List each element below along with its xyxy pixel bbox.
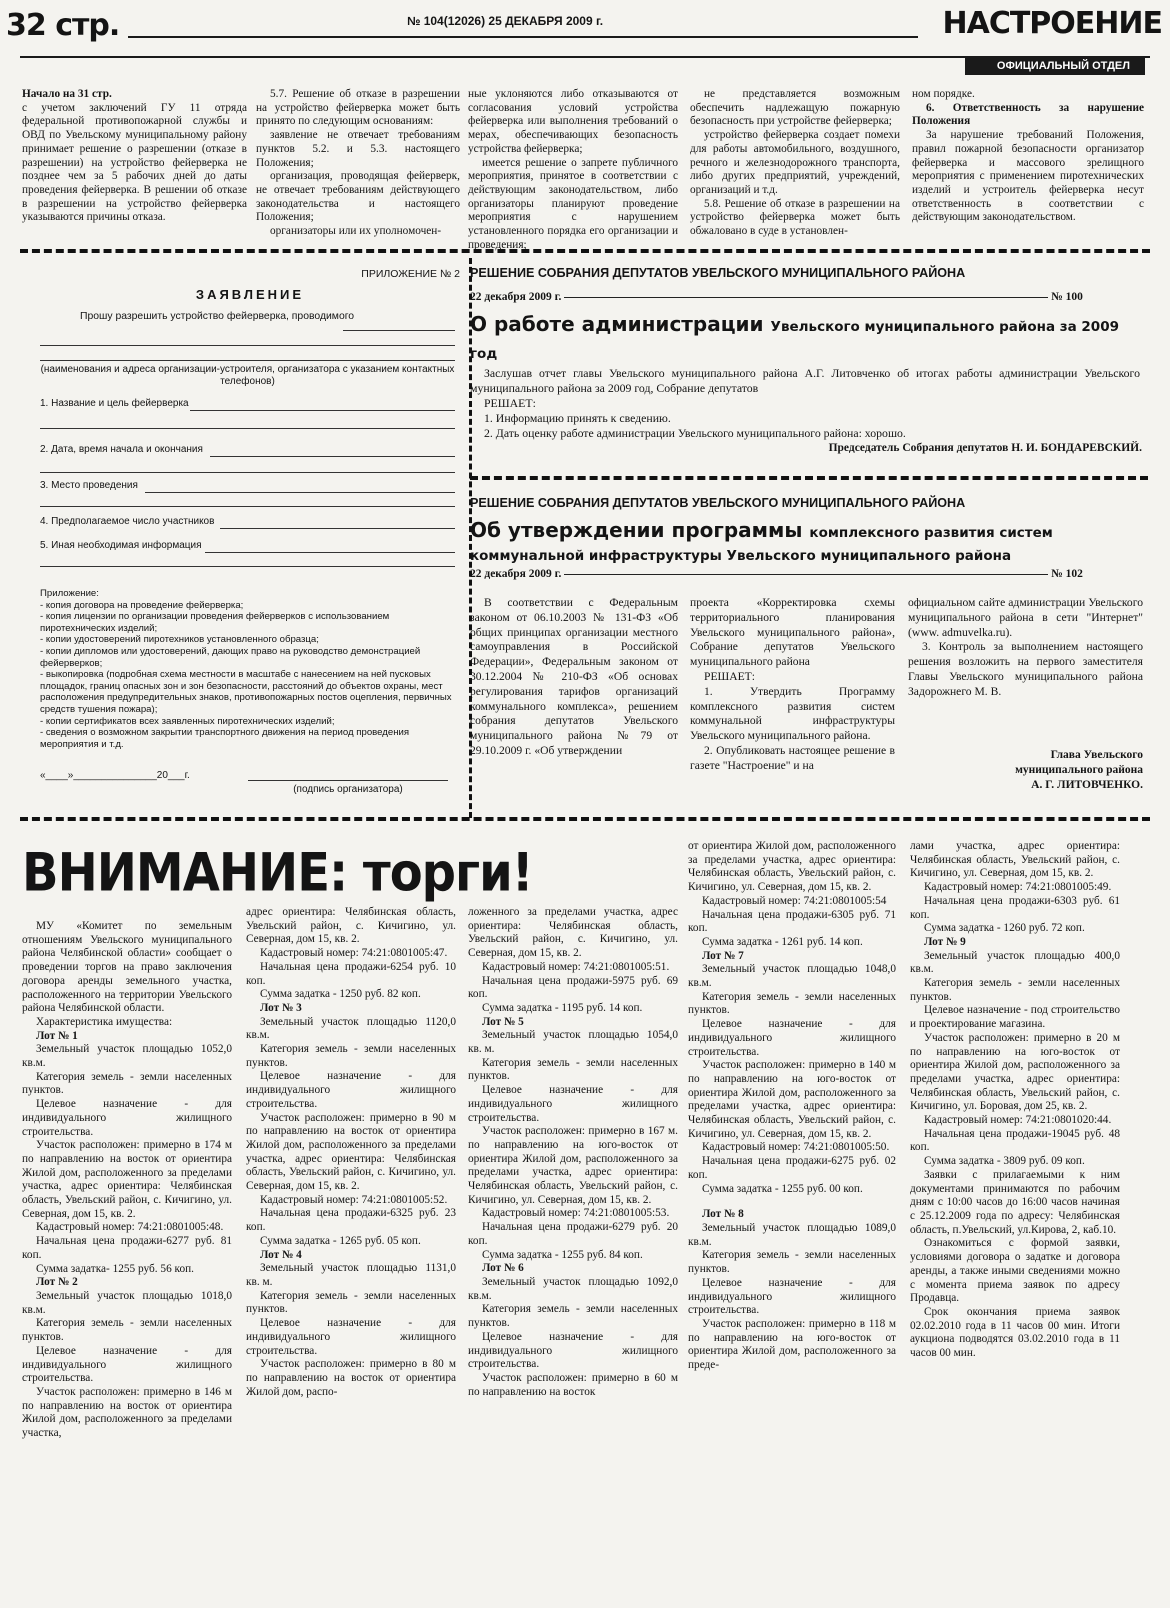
auction-paragraph: Земельный участок площадью 1052,0 кв.м. bbox=[22, 1043, 232, 1070]
lot-heading: Лот № 8 bbox=[702, 1208, 744, 1221]
paragraph: организация, проводящая фейерверк, не отвечает требованиям действующего законодательства и настоящего Положения; bbox=[256, 170, 460, 224]
auction-paragraph: ложенного за пределами участка, адрес ориентира: Челябинская область, Увельский район, с. Кичигино, ул. Северная, дом 15, кв. 2. bbox=[468, 906, 678, 960]
lot-heading: Лот № 6 bbox=[482, 1262, 524, 1275]
auction-paragraph: Начальная цена продажи-6305 руб. 71 коп. bbox=[688, 908, 896, 935]
auction-paragraph: Участок расположен: примерно в 80 м по направлению на восток от ориентира Жилой дом, распо- bbox=[246, 1358, 456, 1398]
auction-col-2 bbox=[246, 906, 456, 1399]
attachments-heading: Приложение: bbox=[40, 588, 99, 599]
underline bbox=[205, 552, 455, 553]
auction-paragraph: Земельный участок площадью 1131,0 кв. м. bbox=[246, 1262, 456, 1288]
auction-paragraph: Категория земель - земли населенных пунктов. bbox=[468, 1303, 678, 1330]
form-date-line: «____»_______________20___г. bbox=[40, 770, 190, 781]
auction-paragraph: Срок окончания приема заявок 02.02.2010 года в 11 часов 00 мин. Итоги аукциона подводятся 03.02.2010 года в 11 часов 00 мин. bbox=[910, 1305, 1120, 1360]
paragraph: 5.7. Решение об отказе в разрешении на устройство фейерверка может быть принято по следующим основаниям: bbox=[256, 88, 460, 128]
decision-102-col-3 bbox=[908, 596, 1143, 700]
form-hint: (наименования и адреса организации-устроителя, организатора с указанием контактных телефонов) bbox=[40, 364, 455, 387]
newspaper-title: НАСТРОЕНИЕ bbox=[942, 6, 1162, 41]
lot-heading: Лот № 1 bbox=[36, 1029, 78, 1042]
continuation-note: Начало на 31 стр. bbox=[22, 88, 112, 100]
underline bbox=[40, 566, 455, 567]
application-form bbox=[40, 268, 460, 324]
auction-paragraph: Начальная цена продажи-6254 руб. 10 коп. bbox=[246, 960, 456, 987]
decision-100-dateline bbox=[470, 291, 1142, 303]
signature-hint: (подпись организатора) bbox=[293, 784, 403, 795]
top-col-2 bbox=[256, 88, 460, 239]
attachments-list bbox=[40, 588, 455, 750]
decision-100-number: № 100 bbox=[1051, 291, 1083, 303]
auction-paragraph: Участок расположен: примерно в 90 м по направлению на восток от ориентира Жилой дом, расположенного за пределами участка, адрес ориентира: Челябинская область, Увельский район, с. Кичигино, ул. Северная, дом 15, кв. 2. bbox=[246, 1111, 456, 1193]
auction-paragraph: Земельный участок площадью 400,0 кв.м. bbox=[910, 949, 1120, 976]
auction-paragraph: Целевое назначение - для индивидуального жилищного строительства. bbox=[22, 1344, 232, 1385]
auction-col-5 bbox=[910, 840, 1120, 1361]
auction-paragraph: Целевое назначение - под строительство и проектирование магазина. bbox=[910, 1004, 1120, 1031]
auction-paragraph: Целевое назначение - для индивидуального жилищного строительства. bbox=[688, 1018, 896, 1058]
underline bbox=[40, 345, 455, 346]
auction-paragraph: Участок расположен: примерно в 118 м по направлению на юго-восток от ориентира Жилой дом, расположенного за преде- bbox=[688, 1317, 896, 1372]
top-col-4 bbox=[690, 88, 900, 239]
auction-paragraph: Земельный участок площадью 1089,0 кв.м. bbox=[688, 1221, 896, 1248]
auction-paragraph: Сумма задатка - 1195 руб. 14 коп. bbox=[482, 1001, 643, 1014]
auction-paragraph: Целевое назначение - для индивидуального жилищного строительства. bbox=[246, 1070, 456, 1110]
underline bbox=[210, 456, 455, 457]
auction-paragraph: Сумма задатка - 1260 руб. 72 коп. bbox=[924, 922, 1085, 935]
auction-paragraph: Начальная цена продажи-5975 руб. 69 коп. bbox=[468, 974, 678, 1001]
decision-100-title bbox=[470, 312, 1140, 366]
auction-paragraph: Кадастровый номер: 74:21:0801005:48. bbox=[36, 1221, 224, 1234]
auction-paragraph: Сумма задатка - 1265 руб. 05 коп. bbox=[260, 1234, 421, 1247]
underline bbox=[40, 506, 455, 507]
underline bbox=[145, 492, 455, 493]
auction-paragraph: Категория земель - земли населенных пунктов. bbox=[910, 977, 1120, 1003]
auction-paragraph: Категория земель - земли населенных пунктов. bbox=[22, 1317, 232, 1344]
decides-label: РЕШАЕТ: bbox=[704, 669, 755, 683]
auction-paragraph: Заявки с прилагаемыми к ним документами принимаются по рабочим дням с 10:00 часов до 16:00 часов начиная с 25.12.2009 года по адресу: Челябинская область, п.Увельский, ул.Кирова, 2, каб.10. bbox=[910, 1168, 1120, 1236]
top-col-1-text: с учетом заключений ГУ 11 отряда федеральной противопожарной службы и ОВД по Увельскому муниципальному району принимает решение о разрешении (отказе в разрешении) на устройство фейерверка не позднее чем за 5 рабочих дней до даты проведения фейерверка. В решении об отказе в разрешении на устройство фейерверка указываются причины отказа. bbox=[22, 101, 247, 224]
decision-100-body bbox=[470, 366, 1140, 441]
paragraph: имеется решение о запрете публичного мероприятия, принятое в соответствии с действующим законодательством, либо организаторы планируют проведение мероприятия с нарушением установленного порядка его организации и проведения; bbox=[468, 156, 678, 251]
decision-102-number: № 102 bbox=[1051, 568, 1083, 580]
auction-paragraph: Начальная цена продажи-6325 руб. 23 коп. bbox=[246, 1207, 456, 1234]
paragraph: ные уклоняются либо отказываются от согласования условий устройства фейерверка или выполнения требований о мерах, обеспечивающих безопасность устройства фейерверка; bbox=[468, 88, 678, 155]
auction-paragraph: Начальная цена продажи-19045 руб. 48 коп. bbox=[910, 1127, 1120, 1154]
auction-paragraph: Категория земель - земли населенных пунктов. bbox=[468, 1056, 678, 1083]
auction-paragraph: Кадастровый номер: 74:21:0801005:54 bbox=[702, 894, 887, 907]
auction-paragraph: Сумма задатка - 1255 руб. 00 коп. bbox=[702, 1182, 863, 1195]
underline bbox=[40, 360, 455, 361]
decision-102-col-1 bbox=[470, 596, 678, 759]
attachment-item: - копия договора на проведение фейерверка; bbox=[40, 599, 244, 611]
paragraph: За нарушение требований Положения, правил пожарной безопасности организатор фейерверка и массового зрелищного мероприятия с применением пиротехнических изделий и устроитель фейерверка несут ответственность в соответствии с действующим законодательством. bbox=[912, 129, 1144, 224]
paragraph: организаторы или их уполномочен- bbox=[270, 225, 442, 238]
auction-paragraph: Категория земель - земли населенных пунктов. bbox=[246, 1289, 456, 1316]
decision-102-dateline bbox=[470, 568, 1142, 580]
dashed-divider-2 bbox=[470, 476, 1148, 480]
auction-paragraph: от ориентира Жилой дом, расположенного за пределами участка, адрес ориентира: Челябинская область, Увельский район, с. Кичигино, ул. Северная, дом 15, кв. 2. bbox=[688, 840, 896, 894]
title-rest: комплексного развития систем коммунальной инфраструктуры Увельского муниципального района bbox=[470, 525, 1053, 564]
auction-paragraph: Целевое назначение - для индивидуального жилищного строительства. bbox=[22, 1098, 232, 1138]
section-6-heading: 6. Ответственность за нарушение Положения bbox=[912, 101, 1144, 128]
top-col-3 bbox=[468, 88, 678, 252]
auction-col-1 bbox=[22, 920, 232, 1441]
paragraph: 5.8. Решение об отказе в разрешении на устройство фейерверка может быть обжаловано в суде в установлен- bbox=[690, 197, 900, 238]
auction-paragraph: Кадастровый номер: 74:21:0801005:51. bbox=[482, 960, 670, 973]
decision-100-header: РЕШЕНИЕ СОБРАНИЯ ДЕПУТАТОВ УВЕЛЬСКОГО МУНИЦИПАЛЬНОГО РАЙОНА bbox=[470, 266, 966, 280]
auction-paragraph: Целевое назначение - для индивидуального жилищного строительства. bbox=[468, 1330, 678, 1371]
auction-paragraph: Ознакомиться с формой заявки, условиями договора о задатке и договора аренды, а также иными сведениями можно с момента приема заявок по адресу Продавца. bbox=[910, 1237, 1120, 1305]
paragraph: заявление не отвечает требованиям пунктов 5.2. и 5.3. настоящего Положения; bbox=[256, 129, 460, 169]
date-rule bbox=[564, 297, 1048, 298]
paragraph: не представляется возможным обеспечить надлежащую пожарную безопасность при устройстве фейерверка; bbox=[690, 88, 900, 128]
auction-paragraph: Участок расположен: примерно в 60 м по направлению на восток bbox=[468, 1371, 678, 1398]
title-main: Об утверждении программы bbox=[470, 518, 803, 542]
paragraph: проекта «Корректировка схемы территориального планирования Увельского муниципального района», Собрание депутатов Увельского муниципального района bbox=[690, 596, 895, 669]
auction-paragraph: Начальная цена продажи-6279 руб. 20 коп. bbox=[468, 1221, 678, 1247]
decision-100-signature: Председатель Собрания депутатов Н. И. БОНДАРЕВСКИЙ. bbox=[828, 442, 1142, 454]
auction-paragraph: Сумма задатка - 1255 руб. 84 коп. bbox=[482, 1248, 643, 1261]
attachment-item: - копии дипломов или удостоверений, дающих право на руководство демонстрацией фейерверков; bbox=[40, 645, 421, 669]
lot-heading: Лот № 7 bbox=[702, 949, 744, 962]
auction-paragraph: Участок расположен: примерно в 146 м по направлению на восток от ориентира Жилой дом, расположенного за пределами участка, bbox=[22, 1385, 232, 1440]
decision-102-title bbox=[470, 520, 1140, 566]
dashed-divider-1 bbox=[20, 249, 1150, 253]
top-col-5 bbox=[912, 88, 1144, 225]
auction-paragraph: Начальная цена продажи-6303 руб. 61 коп. bbox=[910, 894, 1120, 921]
auction-paragraph: Категория земель - земли населенных пунктов. bbox=[688, 1249, 896, 1276]
auction-paragraph: Земельный участок площадью 1018,0 кв.м. bbox=[22, 1289, 232, 1316]
lot-heading: Лот № 9 bbox=[924, 935, 966, 948]
auction-paragraph: Целевое назначение - для индивидуального жилищного строительства. bbox=[468, 1084, 678, 1124]
issue-line: № 104(12026) 25 ДЕКАБРЯ 2009 г. bbox=[407, 14, 604, 28]
top-col-1 bbox=[22, 88, 247, 225]
auction-paragraph: Участок расположен: примерно в 20 м по направлению на юго-восток от ориентира Жилой дом, расположенного за пределами участка, адрес ориентира: Челябинская область, Увельский район, с. Кичигино, ул. Боровая, дом 25, кв. 2. bbox=[910, 1031, 1120, 1113]
auction-paragraph: Характеристика имущества: bbox=[36, 1015, 173, 1028]
auction-paragraph: адрес ориентира: Челябинская область, Увельский район, с. Кичигино, ул. Северная, дом 15, кв. 2. bbox=[246, 906, 456, 946]
attachment-item: - копии удостоверений пиротехников установленного образца; bbox=[40, 634, 319, 646]
auction-paragraph: Начальная цена продажи-6275 руб. 02 коп. bbox=[688, 1155, 896, 1181]
auction-headline: ВНИМАНИЕ: торги! bbox=[22, 842, 533, 904]
underline bbox=[40, 472, 455, 473]
department-label: ОФИЦИАЛЬНЫЙ ОТДЕЛ bbox=[996, 60, 1130, 72]
auction-col-4 bbox=[688, 840, 896, 1373]
auction-paragraph: Сумма задатка - 1250 руб. 82 коп. bbox=[260, 988, 421, 1001]
auction-paragraph: Сумма задатка- 1255 руб. 56 коп. bbox=[36, 1262, 194, 1275]
form-field-1: 1. Название и цель фейерверка bbox=[40, 398, 189, 409]
attachment-item: - копии сертификатов всех заявленных пиротехнических изделий; bbox=[40, 715, 335, 727]
lot-heading: Лот № 5 bbox=[482, 1015, 524, 1028]
form-request: Прошу разрешить устройство фейерверка, проводимого bbox=[80, 311, 355, 323]
paragraph: Заслушав отчет главы Увельского муниципального района А.Г. Литовченко об итогах работы администрации Увельского муниципального района за 2009 год, Собрание депутатов bbox=[470, 366, 1140, 395]
item: 1. Информацию принять к сведению. bbox=[484, 411, 671, 425]
underline bbox=[190, 410, 455, 411]
form-field-3: 3. Место проведения bbox=[40, 480, 138, 491]
auction-paragraph: Сумма задатка - 1261 руб. 14 коп. bbox=[702, 935, 863, 948]
paragraph: 2. Опубликовать настоящее решение в газете "Настроение" и на bbox=[690, 743, 895, 772]
lot-heading: Лот № 4 bbox=[260, 1248, 302, 1261]
auction-paragraph: Целевое назначение - для индивидуального жилищного строительства. bbox=[246, 1317, 456, 1357]
form-field-5: 5. Иная необходимая информация bbox=[40, 540, 202, 551]
auction-paragraph: Кадастровый номер: 74:21:0801005:47. bbox=[260, 947, 448, 960]
auction-paragraph: Кадастровый номер: 74:21:0801020:44. bbox=[924, 1114, 1112, 1127]
auction-paragraph: Начальная цена продажи-6277 руб. 81 коп. bbox=[22, 1235, 232, 1261]
underline bbox=[220, 528, 455, 529]
auction-paragraph: Участок расположен: примерно в 167 м. по направлению на юго-восток от ориентира Жилой дом, расположенного за пределами участка, адрес ориентира: Челябинская область, Увельский район, с. Кичигино, ул. Северная, дом 15, кв. 2. bbox=[468, 1125, 678, 1206]
form-title: ЗАЯВЛЕНИЕ bbox=[195, 286, 305, 302]
auction-paragraph: Кадастровый номер: 74:21:0801005:52. bbox=[260, 1193, 448, 1206]
underline bbox=[40, 428, 455, 429]
attachment-item: - сведения о возможном закрытии транспортного движения на период проведения мероприятия и т.д. bbox=[40, 727, 410, 750]
decision-102-signature bbox=[908, 748, 1143, 792]
auction-paragraph: Земельный участок площадью 1120,0 кв.м. bbox=[246, 1015, 456, 1042]
decision-100-date: 22 декабря 2009 г. bbox=[470, 291, 562, 303]
signature-line: А. Г. ЛИТОВЧЕНКО. bbox=[1031, 778, 1143, 791]
auction-paragraph: Кадастровый номер: 74:21:0801005:53. bbox=[482, 1207, 670, 1220]
item: 2. Дать оценку работе администрации Увельского муниципального района: хорошо. bbox=[484, 426, 906, 440]
signature-underline bbox=[248, 780, 448, 781]
paragraph: 3. Контроль за выполнением настоящего решения возложить на первого заместителя Главы Увельского муниципального района Задорожнего М. В. bbox=[908, 640, 1143, 698]
auction-paragraph: Категория земель - земли населенных пунктов. bbox=[688, 990, 896, 1017]
auction-paragraph: Участок расположен: примерно в 174 м по направлению на восток от ориентира Жилой дом, расположенного за пределами участка, адрес ориентира: Челябинская область, Увельский район, с. Кичигино, ул. Северная, дом 15, кв. 2. bbox=[22, 1139, 232, 1220]
paragraph: официальном сайте администрации Увельского муниципального района в сети "Интернет" (www. admuvelka.ru). bbox=[908, 596, 1143, 639]
paragraph: В соответствии с Федеральным законом от 06.10.2003 № 131-ФЗ «Об общих принципах организации местного самоуправления в Российской Федерации», Федеральным законом от 30.12.2004 № 210-ФЗ «Об основах регулирования тарифов организаций коммунального комплекса», решением собрания депутатов Увельского муниципального района №79 от 29.10.2009 г. «Об утверждении bbox=[470, 596, 678, 757]
attachment-item: - выкопировка (подробная схема местности в масштабе с нанесением на ней пусковых площадок, границ опасных зон и зон безопасности, расстояний до объектов охраны, мест расположения предупредительных знаков, противопожарных постов оцепления, первичных средств тушения пожара); bbox=[40, 669, 452, 715]
auction-paragraph: МУ «Комитет по земельным отношениям Увельского муниципального района Челябинской области» сообщает о проведении торгов на право заключения договора аренды земельного участка, расположенного на территории Увельского района Челябинской области. bbox=[22, 920, 232, 1015]
auction-col-3 bbox=[468, 906, 678, 1399]
auction-paragraph: Земельный участок площадью 1054,0 кв. м. bbox=[468, 1029, 678, 1056]
auction-paragraph: Целевое назначение - для индивидуального жилищного строительства. bbox=[688, 1276, 896, 1317]
auction-paragraph: Земельный участок площадью 1048,0 кв.м. bbox=[688, 963, 896, 990]
auction-paragraph: Земельный участок площадью 1092,0 кв.м. bbox=[468, 1275, 678, 1302]
lot-heading: Лот № 3 bbox=[260, 1001, 302, 1014]
decision-102-date: 22 декабря 2009 г. bbox=[470, 568, 562, 580]
auction-paragraph: Категория земель - земли населенных пунктов. bbox=[246, 1043, 456, 1069]
auction-paragraph: Участок расположен: примерно в 140 м по направлению на юго-восток от ориентира Жилой дом, расположенного за пределами участка, адрес ориентира: Челябинская область, Увельский район, с. Кичигино, ул. Северная, дом 15, кв. 2. bbox=[688, 1059, 896, 1140]
page-number: 32 стр. bbox=[6, 8, 120, 43]
form-field-4: 4. Предполагаемое число участников bbox=[40, 516, 215, 527]
dashed-divider-3 bbox=[20, 817, 1150, 821]
attachment-item: - копия лицензии по организации проведения фейерверков с использованием пиротехнических изделий; bbox=[40, 611, 390, 634]
decision-102-header: РЕШЕНИЕ СОБРАНИЯ ДЕПУТАТОВ УВЕЛЬСКОГО МУНИЦИПАЛЬНОГО РАЙОНА bbox=[470, 496, 966, 510]
title-main: О работе администрации bbox=[470, 312, 764, 336]
decision-102-col-2 bbox=[690, 596, 895, 774]
masthead-rule bbox=[128, 36, 918, 38]
auction-paragraph: Кадастровый номер: 74:21:0801005:50. bbox=[702, 1141, 890, 1154]
date-rule bbox=[564, 574, 1048, 575]
paragraph: 1. Утвердить Программу комплексного развития систем коммунальной инфраструктуры Увельского муниципального района. bbox=[690, 684, 895, 743]
underline bbox=[343, 330, 455, 331]
appendix-label: ПРИЛОЖЕНИЕ № 2 bbox=[361, 268, 460, 280]
paragraph: устройство фейерверка создает помехи для работы автомобильного, воздушного, речного и железнодорожного транспорта, либо других предприятий, учреждений, организаций и т.д. bbox=[690, 129, 900, 196]
auction-paragraph: Кадастровый номер: 74:21:0801005:49. bbox=[924, 881, 1112, 894]
signature-line: муниципального района bbox=[1015, 763, 1143, 776]
auction-paragraph: лами участка, адрес ориентира: Челябинская область, Увельский район, с. Кичигино, ул. Северная, дом 15, кв. 2. bbox=[910, 840, 1120, 880]
lot-heading: Лот № 2 bbox=[36, 1276, 78, 1289]
decides-label: РЕШАЕТ: bbox=[484, 396, 536, 410]
title-rest: Увельского муниципального района за 2009 год bbox=[470, 319, 1119, 362]
paragraph: ном порядке. bbox=[912, 88, 975, 100]
signature-line: Глава Увельского bbox=[1050, 749, 1143, 761]
form-field-2: 2. Дата, время начала и окончания bbox=[40, 444, 203, 455]
auction-paragraph: Категория земель - земли населенных пунктов. bbox=[22, 1070, 232, 1097]
auction-paragraph: Сумма задатка - 3809 руб. 09 коп. bbox=[924, 1155, 1085, 1168]
